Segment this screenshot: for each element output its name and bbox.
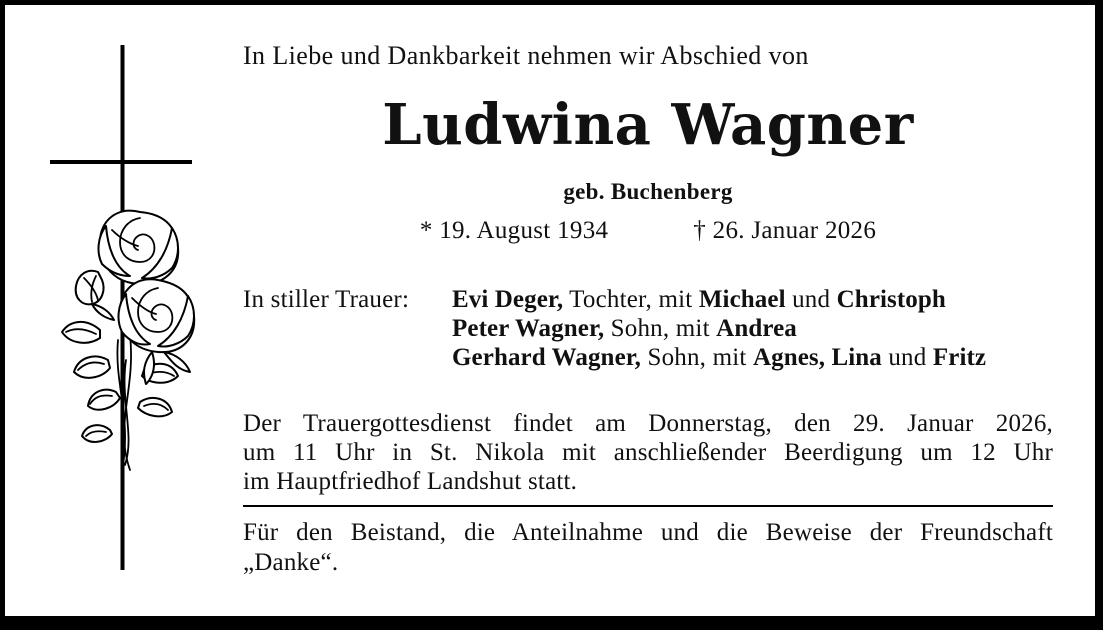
divider-line — [243, 505, 1053, 507]
thanks-line: Für den Beistand, die Anteilnahme und die Beweise der Freundschaft — [243, 519, 1053, 546]
thanks-text — [243, 518, 1053, 578]
mourner-line: Evi Deger, Tochter, mit Michael und Christoph — [452, 286, 946, 313]
death-date: † 26. Januar 2026 — [693, 217, 877, 244]
life-dates — [243, 216, 1053, 246]
deceased-name: Ludwina Wagner — [382, 92, 914, 158]
service-info — [243, 409, 1053, 496]
thanks-line: „Danke“. — [243, 549, 339, 576]
mourners-list — [452, 285, 1053, 372]
birth-date: * 19. August 1934 — [419, 217, 609, 244]
obituary-card — [5, 5, 1095, 616]
intro-line: In Liebe und Dankbarkeit nehmen wir Abschied von — [243, 41, 809, 70]
mourning-label: In stiller Trauer: — [243, 286, 410, 313]
service-info-line: im Hauptfriedhof Landshut statt. — [243, 468, 578, 495]
maiden-name: geb. Buchenberg — [563, 179, 733, 204]
mourner-line: Gerhard Wagner, Sohn, mit Agnes, Lina und Fritz — [452, 344, 987, 371]
cross-and-roses-icon — [40, 40, 210, 580]
service-info-line: um 11 Uhr in St. Nikola mit anschließender Beerdigung um 12 Uhr — [243, 439, 1053, 466]
notice-text-column — [243, 0, 1053, 630]
mourner-line: Peter Wagner, Sohn, mit Andrea — [452, 315, 797, 342]
rosebud-icon — [76, 271, 114, 320]
service-info-line: Der Trauergottesdienst findet am Donnerstag, den 29. Januar 2026, — [243, 410, 1053, 437]
